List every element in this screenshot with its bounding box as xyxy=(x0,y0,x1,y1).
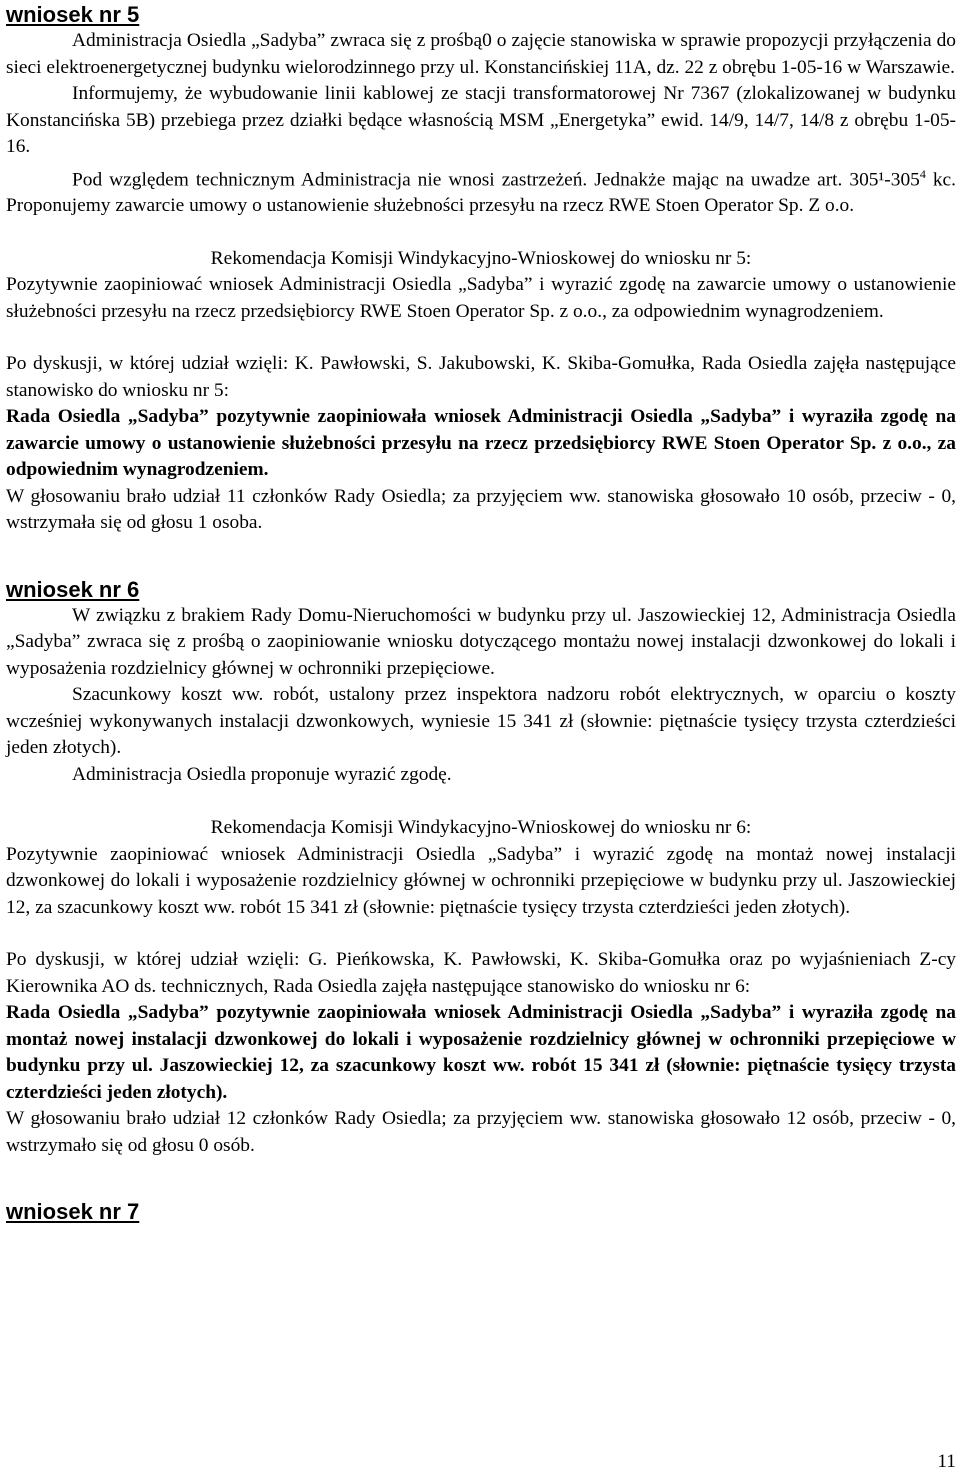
w5-proposal-text-a: Pod względem technicznym Administracja nie wnosi zastrzeżeń. Jednakże mając na uwadze art. 305¹-305 xyxy=(72,168,920,190)
w6-paragraph-proposal: Administracja Osiedla proponuje wyrazić zgodę. xyxy=(72,763,452,785)
page-number: 11 xyxy=(937,1451,956,1472)
section-heading-wniosek-5: wniosek nr 5 xyxy=(6,2,140,27)
w5-proposal-superscript: 4 xyxy=(919,166,926,181)
w5-vote-result: W głosowaniu brało udział 11 członków Rady Osiedla; za przyjęciem ww. stanowiska głosowało 10 osób, przeciw - 0, wstrzymała się od głosu 1 osoba. xyxy=(6,485,956,534)
w5-discussion: Po dyskusji, w której udział wzięli: K. Pawłowski, S. Jakubowski, K. Skiba-Gomułka, Rada Osiedla zajęła następujące stanowisko do wniosku nr 5: xyxy=(6,353,956,401)
w6-recommendation-text: Pozytywnie zaopiniować wniosek Administracji Osiedla „Sadyba” i wyrazić zgodę na montaż nowej instalacji dzwonkowej do lokali i wyposażenie rozdzielnicy głównej w ochronniki przepięciowe w budynku przy ul. Jaszowieckiej 12, za szacunkowy koszt ww. robót 15 341 zł (słownie: piętnaście tysięcy trzysta czterdzieści jeden złotych). xyxy=(6,843,956,918)
w6-discussion: Po dyskusji, w której udział wzięli: G. Pieńkowska, K. Pawłowski, K. Skiba-Gomułka oraz po wyjaśnieniach Z-cy Kierownika AO ds. technicznych, Rada Osiedla zajęła następujące stanowisko do wniosku nr 6: xyxy=(6,949,956,997)
w6-paragraph-request: W związku z brakiem Rady Domu-Nieruchomości w budynku przy ul. Jaszowieckiej 12, Administracja Osiedla „Sadyba” zwraca się z prośbą o zaopiniowanie wniosku dotyczącego montażu nowej instalacji dzwonkowej do lokali i wyposażenia rozdzielnicy głównej w ochronniki przepięciowe. xyxy=(6,604,956,679)
w6-resolution: Rada Osiedla „Sadyba” pozytywnie zaopiniowała wniosek Administracji Osiedla „Sadyba” i wyraziła zgodę na montaż nowej instalacji dzwonkowej do lokali i wyposażenie rozdzielnicy głównej w ochronniki przepięciowe w budynku przy ul. Jaszowieckiej 12, za szacunkowy koszt ww. robót 15 341 zł (słownie: piętnaście tysięcy trzysta czterdzieści jeden złotych). xyxy=(6,1002,956,1103)
w5-proposal-text-b: kc. Proponujemy zawarcie umowy o ustanowienie służebności przesyłu na rzecz RWE Stoen Operator Sp. Z o.o. xyxy=(6,168,956,217)
w6-paragraph-cost: Szacunkowy koszt ww. robót, ustalony przez inspektora nadzoru robót elektrycznych, w oparciu o koszty wcześniej wykonywanych instalacji dzwonkowych, wyniesie 15 341 zł (słownie: piętnaście tysięcy trzysta czterdzieści jeden złotych). xyxy=(6,684,956,759)
document-page xyxy=(6,0,956,1225)
w5-recommendation-text: Pozytywnie zaopiniować wniosek Administracji Osiedla „Sadyba” i wyrazić zgodę na zawarcie umowy o ustanowienie służebności przesyłu na rzecz przedsiębiorcy RWE Stoen Operator Sp. z o.o., za odpowiednim wynagrodzeniem. xyxy=(6,274,956,322)
w6-recommendation-title: Rekomendacja Komisji Windykacyjno-Wnioskowej do wniosku nr 6: xyxy=(210,817,752,839)
w6-vote-result: W głosowaniu brało udział 12 członków Rady Osiedla; za przyjęciem ww. stanowiska głosowało 12 osób, przeciw - 0, wstrzymało się od głosu 0 osób. xyxy=(6,1108,956,1156)
w5-paragraph-request: Administracja Osiedla „Sadyba” zwraca się z prośbą0 o zajęcie stanowiska w sprawie propozycji przyłączenia do sieci elektroenergetycznej budynku wielorodzinnego przy ul. Konstancińskiej 11A, dz. 22 z obrębu 1-05-16 w Warszawie. xyxy=(6,30,956,78)
section-heading-wniosek-6: wniosek nr 6 xyxy=(6,576,140,602)
w5-paragraph-proposal xyxy=(6,161,956,220)
w5-resolution: Rada Osiedla „Sadyba” pozytywnie zaopiniowała wniosek Administracji Osiedla „Sadyba” i wyraziła zgodę na zawarcie umowy o ustanowienie służebności przesyłu na rzecz przedsiębiorcy RWE Stoen Operator Sp. z o.o., za odpowiednim wynagrodzeniem. xyxy=(6,406,956,481)
section-heading-wniosek-7: wniosek nr 7 xyxy=(6,1199,140,1225)
w5-paragraph-info: Informujemy, że wybudowanie linii kablowej ze stacji transformatorowej Nr 7367 (zlokalizowanej w budynku Konstancińska 5B) przebiega przez działki będące własnością MSM „Energetyka” ewid. 14/9, 14/7, 14/8 z obrębu 1-05-16. xyxy=(6,83,956,157)
w5-recommendation-title: Rekomendacja Komisji Windykacyjno-Wnioskowej do wniosku nr 5: xyxy=(210,247,752,269)
